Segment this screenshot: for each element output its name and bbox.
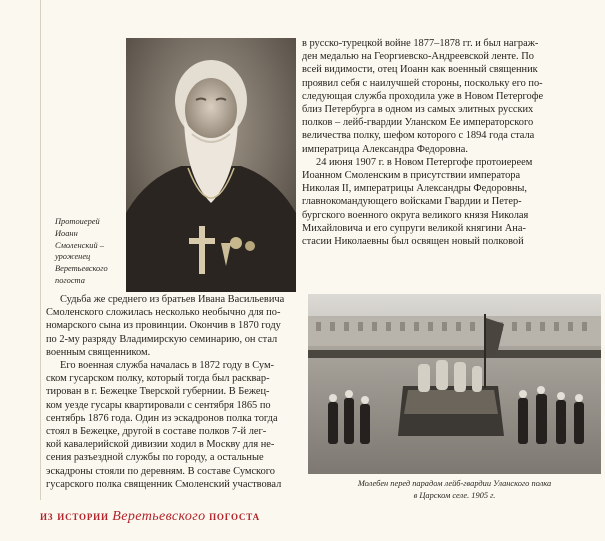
caption-line: Иоанн xyxy=(55,228,78,238)
text-line: следующая служба проходила уже в Новом Петергофе xyxy=(302,90,544,102)
text-line: величества полку, шефом которого с 1894 года стала xyxy=(302,130,535,142)
text-line: ден медалью на Георгиевско-Андреевской ленте. По xyxy=(302,51,534,63)
text-line: гусарского полка священник Смоленский участвовал xyxy=(46,478,282,490)
portrait-caption xyxy=(55,216,125,287)
text-line: главнокомандующего войсками Гвардии и Петер- xyxy=(302,196,522,208)
caption-line: Веретьевского xyxy=(55,264,108,274)
text-line: номарского сына из провинции. Окончив в 1870 году xyxy=(46,320,281,332)
caption-line: Смоленский – xyxy=(55,240,104,250)
text-line: военным священником. xyxy=(46,346,151,358)
text-line: Николая II, императрицы Александры Федоровны, xyxy=(302,183,528,195)
caption-line: уроженец xyxy=(55,252,91,262)
text-line: ком уезде гусары квартировали с сентября 1865 по xyxy=(46,399,271,411)
footer-suffix: погоста xyxy=(209,509,260,523)
right-column-text xyxy=(302,37,594,248)
text-line: стоял в Бежецке, другой в составе полков 7-й лег- xyxy=(46,426,267,438)
text-line: Иоанном Смоленским в присутствии императора xyxy=(302,170,521,182)
text-line: кой кавалерийской дивизии ходил в Москву для не- xyxy=(46,439,275,451)
parade-caption xyxy=(308,478,601,501)
running-footer xyxy=(40,509,600,525)
left-column-text xyxy=(46,293,298,491)
caption-line: в Царском селе. 1905 г. xyxy=(413,490,496,500)
caption-line: Протоиерей xyxy=(55,217,100,226)
footer-prefix: из истории xyxy=(40,509,109,523)
text-line: в русско-турецкой войне 1877–1878 гг. и был награж- xyxy=(302,38,539,49)
text-line: ском гусарском полку, который тогда был расквар- xyxy=(46,373,270,385)
paragraph-start-line: 24 июня 1907 г. в Новом Петергофе протоиереем xyxy=(316,156,533,168)
page-margin-rule xyxy=(40,0,41,500)
text-line: императрица Александра Федоровна. xyxy=(302,143,468,155)
portrait-photo xyxy=(126,38,296,292)
paragraph-start-line: Его военная служба началась в 1872 году в Сум- xyxy=(60,360,274,372)
caption-line: Молебен перед парадом лейб-гвардии Уланского полка xyxy=(357,479,552,488)
footer-highlight: Веретьевского xyxy=(112,509,206,524)
text-line: близ Петербурга в одном из самых элитных русских xyxy=(302,104,534,116)
text-line: полков – лейб-гвардии Уланском Ее императорского xyxy=(302,117,534,129)
text-line: бургского военного округа великого князя Николая xyxy=(302,209,529,221)
text-line: проявил себя с наилучшей стороны, поскольку его по- xyxy=(302,77,543,89)
text-line: всей видимости, отец Иоанн как военный священник xyxy=(302,64,538,76)
parade-photo xyxy=(308,294,601,474)
text-line: тирован в г. Бежецке Тверской губернии. В Бежец- xyxy=(46,386,270,398)
paragraph-start-line: Судьба же среднего из братьев Ивана Васильевича xyxy=(60,294,285,305)
text-line: сения разъездной службы по городу, а остальные xyxy=(46,452,264,464)
text-line: эскадроны стояли по деревням. В составе Сумского xyxy=(46,465,275,477)
text-line: сентябрь 1876 года. Один из эскадронов полка тогда xyxy=(46,412,278,424)
text-line: Михайловича и его супруги великой княгини Ана- xyxy=(302,222,526,234)
caption-line: погоста xyxy=(55,275,85,285)
text-line: Смоленского сложилась несколько необычно для по- xyxy=(46,307,281,319)
text-line: по 2-му разряду Владимирскую семинарию, он стал xyxy=(46,333,278,345)
text-line: стасии Николаевны был освящен новый полковой xyxy=(302,236,524,248)
